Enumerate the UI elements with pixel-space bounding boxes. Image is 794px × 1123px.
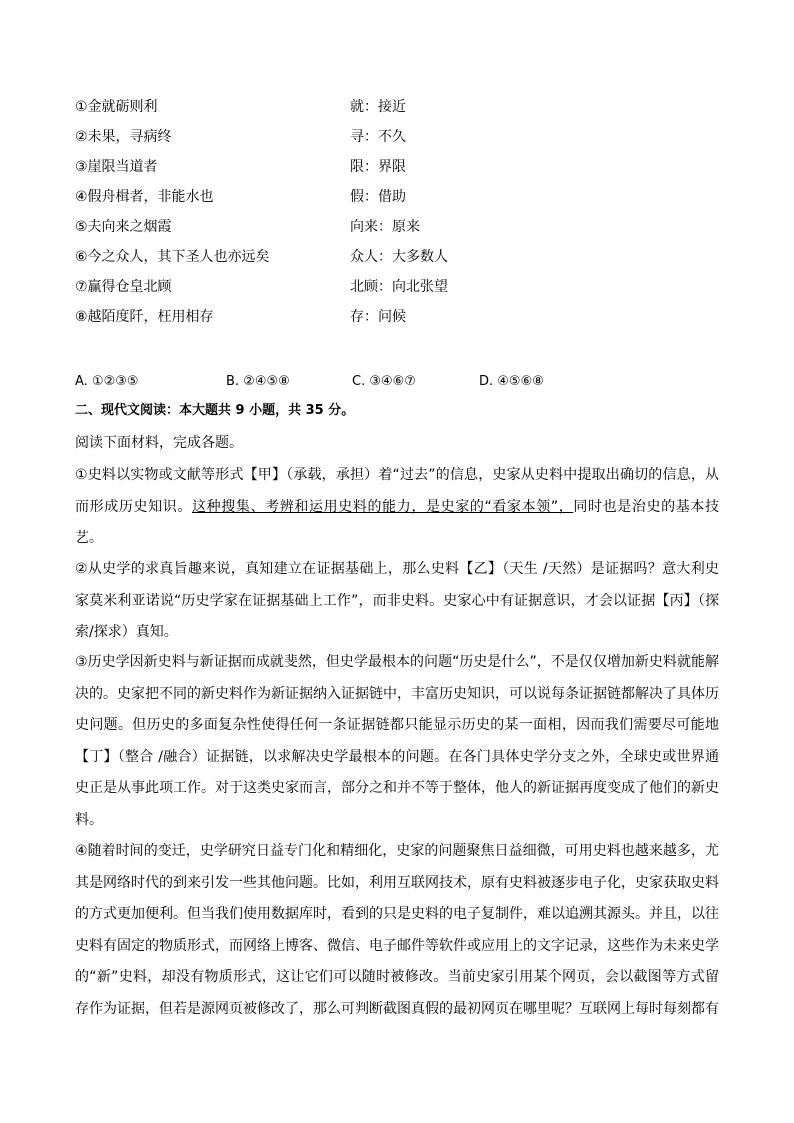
answer-options — [75, 371, 755, 393]
paragraph-1 — [75, 460, 719, 555]
option-a: A. ①②③⑤ — [75, 374, 139, 389]
vocab-gloss: 假：借助 — [350, 189, 406, 205]
vocab-item — [75, 125, 755, 149]
option-d: D. ④⑤⑥⑧ — [479, 374, 544, 389]
underlined-sentence: 这种搜集、考辨和运用史料的能力，是史家的“看家本领”， — [192, 498, 574, 515]
vocab-gloss: 寻：不久 — [350, 129, 406, 145]
paragraph-4: ④随着时间的变迁，史学研究日益专门化和精细化，史家的问题聚焦日益细微，可用史料也越来越多，尤其是网络时代的到来引发一些其他问题。比如，利用互联网技术，原有史料被逐步电子化，史家获取史料的方式更加便利。但当我们使用数据库时，看到的只是史料的电子复制件，难以追溯其源头。并且，以往史料有固定的物质形式，而网络上博客、微信、电子邮件等软件或应用上的文字记录，这些作为未来史学的“新”史料，却没有物质形式，这让它们可以随时被修改。当前史家引用某个网页，会以截图等方式留存作为证据，但若是源网页被修改了，那么可判断截图真假的最初网页在哪里呢？互联网上每时每刻都有 — [75, 843, 719, 1017]
vocab-sentence: ⑦赢得仓皇北顾 — [75, 279, 172, 295]
vocab-sentence: ①金就砺则利 — [75, 99, 158, 115]
vocab-sentence: ⑥今之众人，其下圣人也亦远矣 — [75, 249, 270, 265]
vocab-item — [75, 155, 755, 179]
vocab-sentence: ②未果，寻病终 — [75, 129, 172, 145]
vocab-sentence: ③崖限当道者 — [75, 159, 158, 175]
vocab-gloss: 就：接近 — [350, 99, 406, 115]
section-title: 二、现代文阅读：本大题共 9 小题，共 35 分。 — [75, 403, 355, 418]
vocab-sentence: ⑤夫向来之烟霞 — [75, 219, 172, 235]
vocab-item — [75, 185, 755, 209]
vocab-item — [75, 245, 755, 269]
vocab-sentence: ④假舟楫者，非能水也 — [75, 189, 214, 205]
vocab-gloss: 众人：大多数人 — [350, 249, 448, 265]
paragraph-1-text: ①史料以实物或文献等形式【甲】（承载，承担）着“过去”的信息，史家从史料中提取出确切的信息，从而形成历史知识。 — [75, 467, 719, 515]
option-c: C. ③④⑥⑦ — [352, 374, 416, 389]
reading-instruction: 阅读下面材料，完成各题。 — [75, 435, 243, 451]
vocab-item — [75, 275, 755, 299]
paragraph-2: ②从史学的求真旨趣来说，真知建立在证据基础上，那么史料【乙】（天生 /天然）是证据吗？意大利史家莫米利亚诺说“历史学家在证据基础上工作”，而非史料。史家心中有证据意识，才会以证据【丙】（探索/探求）真知。 — [75, 561, 719, 640]
vocab-item — [75, 215, 755, 239]
vocab-gloss: 限：界限 — [350, 159, 406, 175]
vocab-gloss: 北顾：向北张望 — [350, 279, 448, 295]
vocab-item — [75, 305, 755, 329]
vocab-item — [75, 95, 755, 119]
vocab-gloss: 存：问候 — [350, 309, 406, 325]
vocab-gloss: 向来：原来 — [350, 219, 420, 235]
option-b: B. ②④⑤⑧ — [226, 374, 290, 389]
paragraph-3: ③历史学因新史料与新证据而成就斐然，但史学最根本的问题“历史是什么”，不是仅仅增加新史料就能解决的。史家把不同的新史料作为新证据纳入证据链中，丰富历史知识，可以说每条证据链都解决了具体历史问题。但历史的多面复杂性使得任何一条证据链都只能显示历史的某一面相，因而我们需要尽可能地【丁】（整合 /融合）证据链，以求解决史学最根本的问题。在各门具体史学分支之外，全球史或世界通史正是从事此项工作。对于这类史家而言，部分之和并不等于整体，他人的新证据再度变成了他们的新史料。 — [75, 654, 719, 828]
vocab-sentence: ⑧越陌度阡，枉用相存 — [75, 309, 214, 325]
paragraph-1-tail: 同时也是治史的基本技艺。 — [75, 498, 719, 546]
